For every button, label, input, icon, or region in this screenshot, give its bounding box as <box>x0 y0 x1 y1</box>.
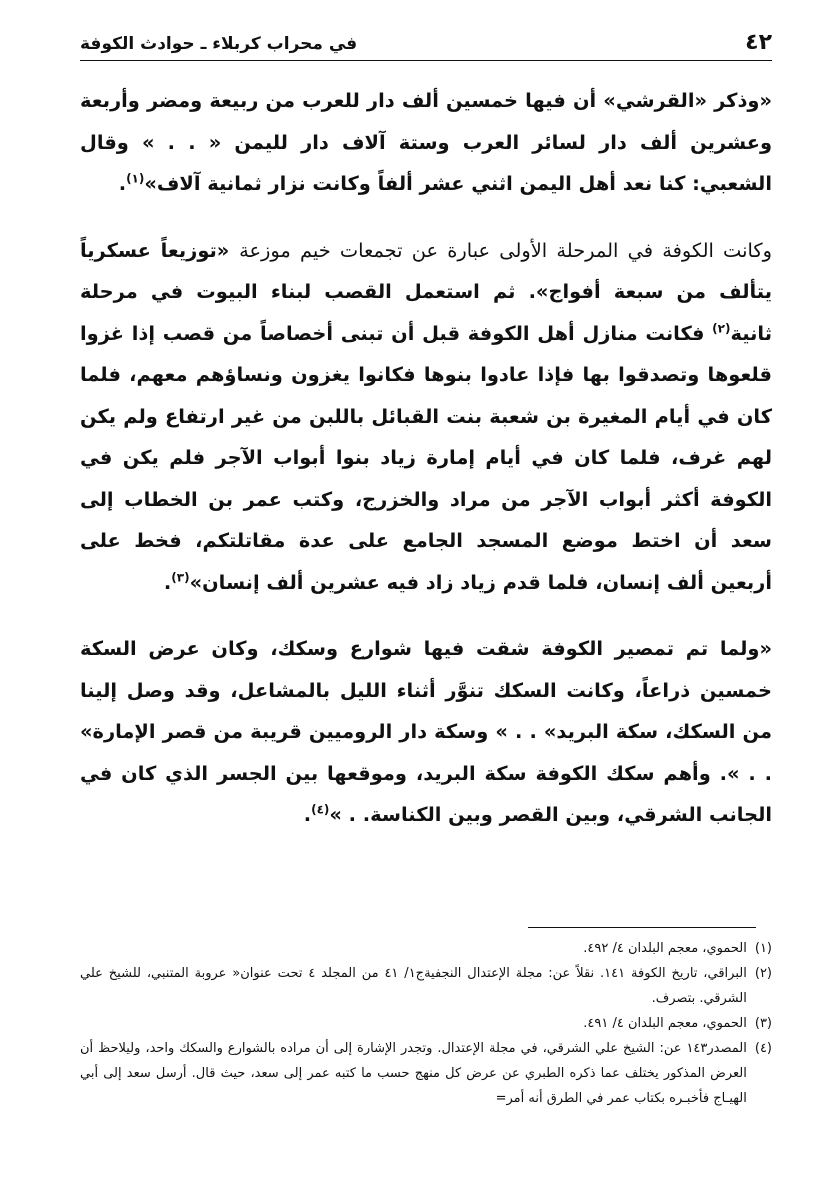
footnote-3 <box>80 1011 772 1036</box>
footnote-1 <box>80 936 772 961</box>
paragraph-1 <box>80 80 772 205</box>
footnote-number: (٣) <box>754 1016 772 1031</box>
paragraph-2 <box>80 230 772 604</box>
footnote-ref: (٤) <box>311 802 330 817</box>
paragraph-tail: . <box>118 172 127 195</box>
footnote-number: (٢) <box>754 966 772 981</box>
footnotes <box>80 936 772 1111</box>
paragraph-3 <box>80 628 772 836</box>
paragraph-tail: . <box>303 803 312 826</box>
footnote-2 <box>80 961 772 1011</box>
running-header <box>80 30 772 61</box>
footnote-number: (١) <box>754 941 772 956</box>
footnote-ref: (١) <box>126 171 145 186</box>
main-text <box>80 80 772 861</box>
footnote-separator <box>528 927 756 928</box>
running-title: في محراب كربلاء ـ حوادث الكوفة <box>80 34 358 54</box>
paragraph-text: «توزيعاً عسكرياً يتألف من سبعة أفواج». ثم استعمل القصب لبناء البيوت في مرحلة ثانية <box>80 238 772 345</box>
paragraph-text: «وذكر «القرشي» أن فيها خمسين ألف دار للعرب من ربيعة ومضر وأربعة وعشرين ألف دار لسائر العرب وستة آلاف دار لليمن « . . » وقال الشعبي: كنا نعد أهل اليمن اثني عشر ألفاً وكانت نزار ثمانية آلاف» <box>80 89 772 195</box>
footnote-text: المصدر١٤٣ عن: الشيخ علي الشرقي، في مجلة الإعتدال. وتجدر الإشارة إلى أن مراده بالشوارع والسكك واحد، وليلاحظ أن العرض المذكور يختلف عما ذكره الطبري عن عرض كل منهج حسب ما كتبه عمر إلى سعد، حيث قال. أرسل سعد إلى أبي الهيـاج فأخبـره بكتاب عمر في الطرق أنه أمر= <box>80 1041 747 1106</box>
footnote-text: الحموي، معجم البلدان ٤/ ٤٩٢. <box>583 941 747 956</box>
paragraph-lead: وكانت الكوفة في المرحلة الأولى عبارة عن تجمعات خيم موزعة <box>239 238 773 262</box>
footnote-ref: (٣) <box>171 570 190 585</box>
paragraph-tail: . <box>163 570 172 594</box>
footnote-number: (٤) <box>754 1041 772 1056</box>
footnote-text: البراقي، تاريخ الكوفة ١٤١. نقلاً عن: مجلة الإعتدال النجفيةج١/ ٤١ من المجلد ٤ تحت عنوان« عروبة المتنبي، للشيخ علي الشرقي. بتصرف. <box>80 966 747 1006</box>
page-number: ٤٢ <box>745 30 772 55</box>
footnote-4 <box>80 1036 772 1111</box>
footnote-text: الحموي، معجم البلدان ٤/ ٤٩١. <box>583 1016 747 1031</box>
footnote-ref: (٢) <box>712 321 731 336</box>
paragraph-text-cont: فكانت منازل أهل الكوفة قبل أن تبنى أخصاصاً من قصب إذا غزوا قلعوها وتصدقوا بها فإذا عادوا بنوها فكانوا يغزون ونساؤهم معهم، فلما كان في أيام المغيرة بن شعبة بنت القبائل باللبن من غير ارتفاع ولم يكن لهم غرف، فلما كان في أيام إمارة زياد بنوا أبواب الآجر فلم يكن في الكوفة أكثر أبواب الآجر من مراد والخزرج، وكتب عمر بن الخطاب إلى سعد أن اختط موضع المسجد الجامع على عدة مقاتلتكم، فخط على أربعين ألف إنسان، فلما قدم زياد زاد فيه عشرين ألف إنسان» <box>80 321 772 594</box>
paragraph-text: «ولما تم تمصير الكوفة شقت فيها شوارع وسكك، وكان عرض السكة خمسين ذراعاً، وكانت السكك تنوَّر أثناء الليل بالمشاعل، وقد وصل إلينا من السكك، سكة البريد» . . » وسكة دار الروميين قريبة من قصر الإمارة» . . ». وأهم سكك الكوفة سكة البريد، وموقعها بين الجسر الذي كان في الجانب الشرقي، وبين القصر وبين الكناسة. . » <box>80 637 772 826</box>
